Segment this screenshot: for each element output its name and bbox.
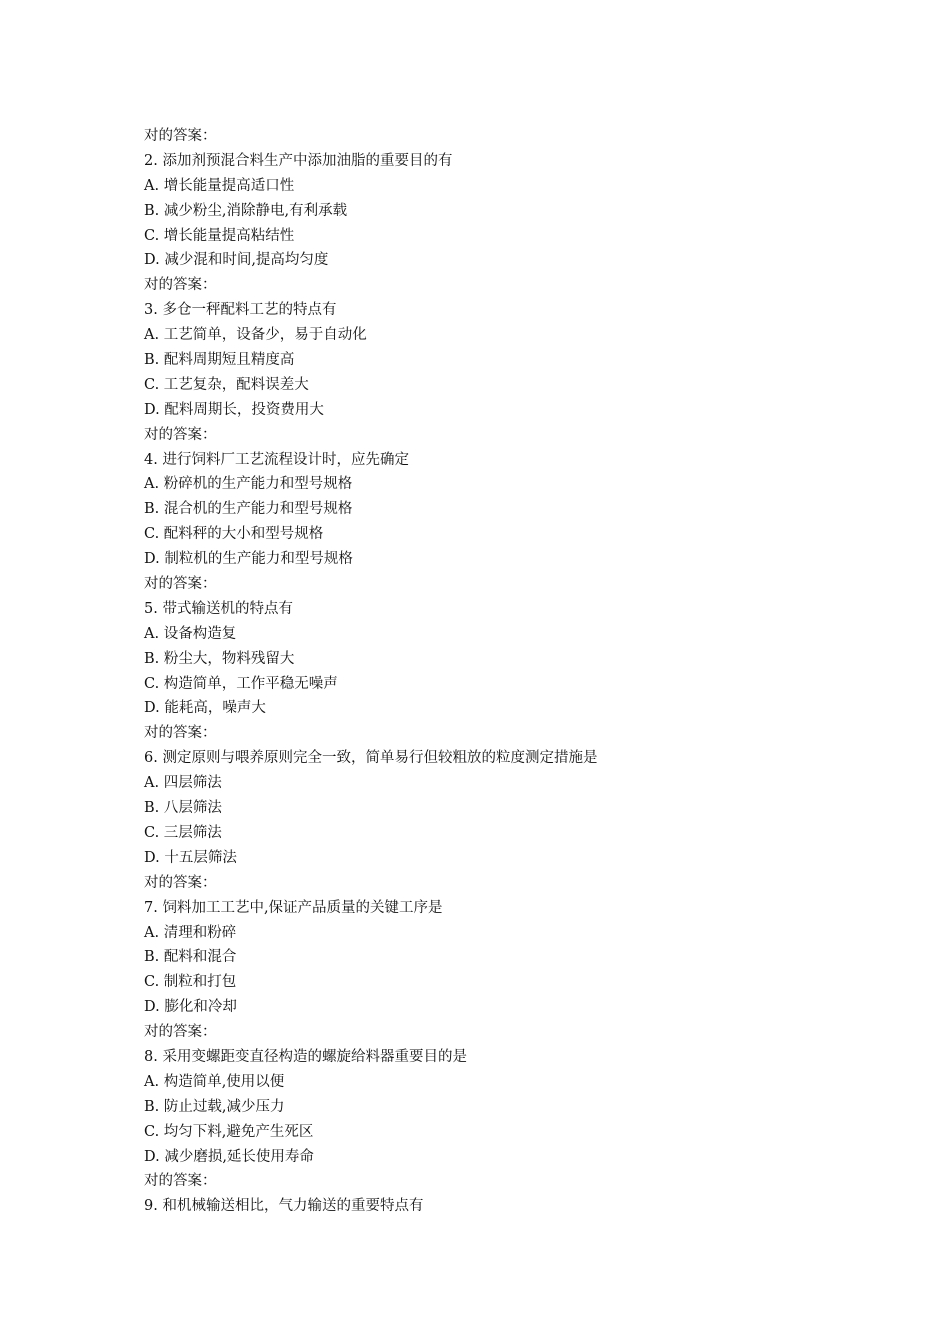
question-list xyxy=(144,124,824,1219)
question-text: 测定原则与喂养原则完全一致，简单易行但较粗放的粒度测定措施是 xyxy=(162,750,598,767)
option-a: A. 四层筛法 xyxy=(144,775,222,792)
option-b: B. 混合机的生产能力和型号规格 xyxy=(144,501,353,518)
answer-label: 对的答案： xyxy=(144,277,217,294)
option-b: B. 防止过载,减少压力 xyxy=(144,1098,285,1115)
question-number: 7. xyxy=(144,899,158,916)
question-7 xyxy=(144,896,824,921)
question-text: 带式输送机的特点有 xyxy=(162,600,293,617)
option-b: B. 粉尘大，物料残留大 xyxy=(144,650,295,667)
question-text: 采用变螺距变直径构造的螺旋给料器重要目的是 xyxy=(162,1048,467,1065)
option-c: C. 制粒和打包 xyxy=(144,974,237,991)
option-c: C. 配料秤的大小和型号规格 xyxy=(144,526,324,543)
question-number: 9. xyxy=(144,1198,158,1215)
question-6 xyxy=(144,746,824,771)
question-text: 多仓一秤配料工艺的特点有 xyxy=(162,302,337,319)
option-c: C. 三层筛法 xyxy=(144,824,222,841)
option-c: C. 均匀下料,避免产生死区 xyxy=(144,1123,314,1140)
option-d: D. 减少磨损,延长使用寿命 xyxy=(144,1148,314,1165)
option-b: B. 八层筛法 xyxy=(144,800,222,817)
option-b: B. 配料周期短且精度高 xyxy=(144,352,295,369)
question-3 xyxy=(144,298,824,323)
question-4 xyxy=(144,448,824,473)
question-text: 饲料加工工艺中,保证产品质量的关键工序是 xyxy=(162,899,443,916)
option-b: B. 减少粉尘,消除静电,有利承载 xyxy=(144,202,348,219)
option-a: A. 粉碎机的生产能力和型号规格 xyxy=(144,476,353,493)
question-text: 进行饲料厂工艺流程设计时，应先确定 xyxy=(162,451,409,468)
question-number: 3. xyxy=(144,302,158,319)
answer-label: 对的答案： xyxy=(144,426,217,443)
question-8 xyxy=(144,1045,824,1070)
question-number: 6. xyxy=(144,750,158,767)
question-text: 和机械输送相比，气力输送的重要特点有 xyxy=(162,1198,424,1215)
answer-label: 对的答案： xyxy=(144,576,217,593)
option-a: A. 设备构造复 xyxy=(144,625,237,642)
option-d: D. 膨化和冷却 xyxy=(144,999,237,1016)
answer-label: 对的答案： xyxy=(144,874,217,891)
option-c: C. 构造简单，工作平稳无噪声 xyxy=(144,675,338,692)
question-number: 8. xyxy=(144,1048,158,1065)
option-d: D. 十五层筛法 xyxy=(144,849,237,866)
answer-label: 对的答案： xyxy=(144,1024,217,1041)
option-a: A. 工艺简单，设备少，易于自动化 xyxy=(144,327,367,344)
option-b: B. 配料和混合 xyxy=(144,949,237,966)
option-d: D. 减少混和时间,提高均匀度 xyxy=(144,252,329,269)
question-5 xyxy=(144,597,824,622)
question-number: 5. xyxy=(144,600,158,617)
option-c: C. 增长能量提高粘结性 xyxy=(144,227,295,244)
answer-label: 对的答案： xyxy=(144,1173,217,1190)
answer-label: 对的答案： xyxy=(144,128,217,144)
option-d: D. 制粒机的生产能力和型号规格 xyxy=(144,551,353,568)
question-number: 2. xyxy=(144,152,158,169)
answer-label: 对的答案： xyxy=(144,725,217,742)
question-9 xyxy=(144,1194,824,1219)
option-d: D. 配料周期长，投资费用大 xyxy=(144,401,324,418)
question-text: 添加剂预混合料生产中添加油脂的重要目的有 xyxy=(162,152,453,169)
option-a: A. 清理和粉碎 xyxy=(144,924,237,941)
option-a: A. 构造简单,使用以便 xyxy=(144,1073,285,1090)
question-number: 4. xyxy=(144,451,158,468)
option-a: A. 增长能量提高适口性 xyxy=(144,177,295,194)
option-d: D. 能耗高，噪声大 xyxy=(144,700,266,717)
option-c: C. 工艺复杂，配料误差大 xyxy=(144,376,309,393)
question-2 xyxy=(144,149,824,174)
